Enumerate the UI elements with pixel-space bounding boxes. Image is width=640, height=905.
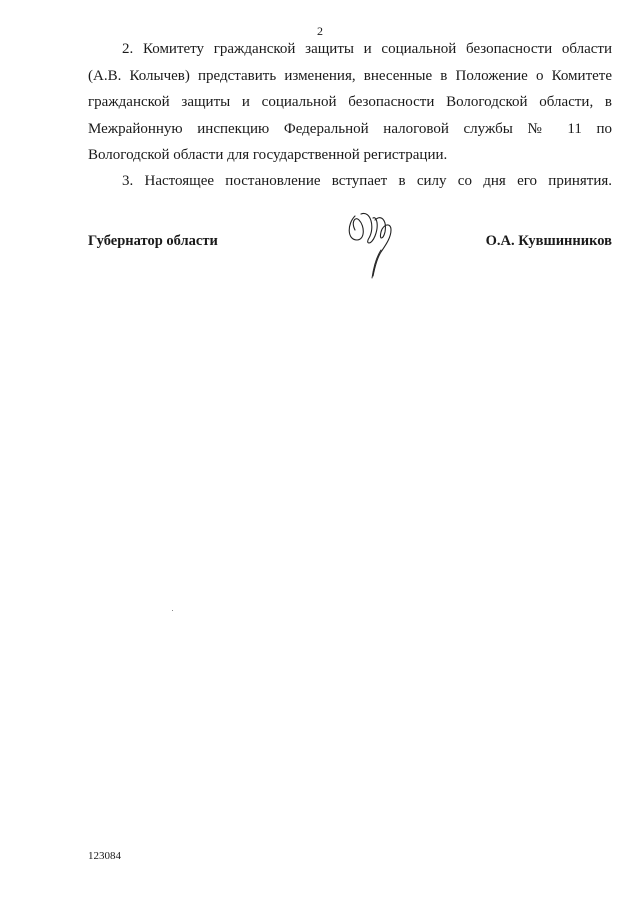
paragraph-3-line-1: 3. Настоящее постановление вступает в силу со дня его принятия.	[122, 173, 612, 189]
signature-block	[88, 216, 612, 286]
signatory-position: Губернатор области	[88, 233, 218, 249]
paragraph-2	[88, 36, 612, 169]
paragraph-2-line-1: 2. Комитету гражданской защиты и социальной безопасности области	[122, 41, 612, 57]
handwritten-signature	[341, 206, 401, 286]
document-code: 123084	[88, 850, 121, 862]
scan-speck	[172, 610, 173, 611]
paragraph-2-line-5: Вологодской области для государственной регистрации.	[88, 147, 448, 163]
paragraph-3	[88, 168, 612, 195]
paragraph-2-line-4: Межрайонную инспекцию Федеральной налоговой службы № 11 по	[88, 120, 612, 137]
page-number: 2	[317, 24, 323, 38]
paragraph-2-line-2: (А.В. Колычев) представить изменения, внесенные в Положение о Комитете	[88, 67, 612, 84]
paragraph-2-line-3: гражданской защиты и социальной безопасности Вологодской области, в	[88, 94, 612, 110]
signatory-name: О.А. Кувшинников	[485, 233, 612, 249]
